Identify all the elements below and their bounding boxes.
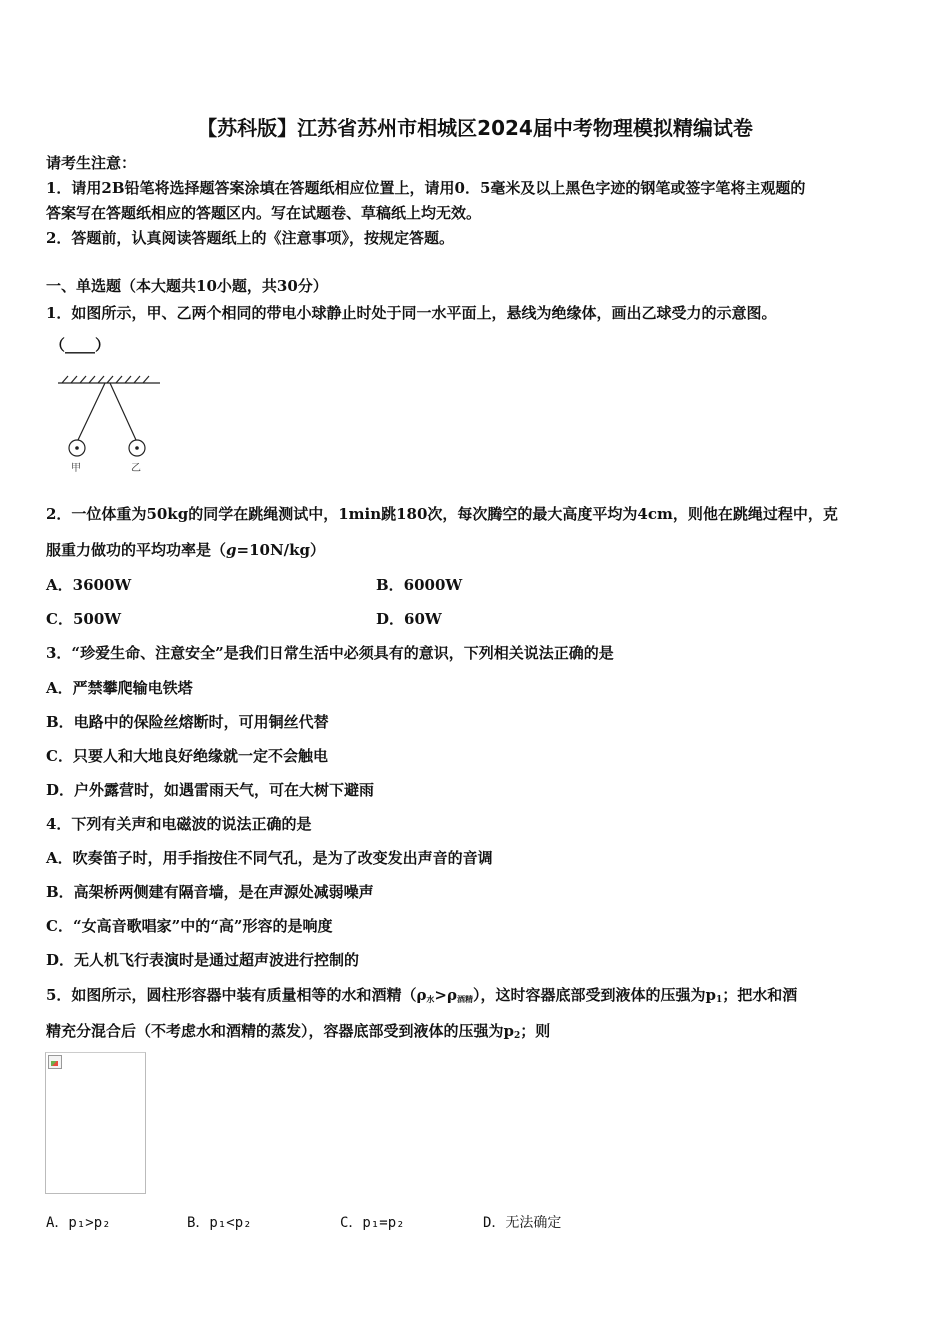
broken-image-icon <box>48 1055 62 1069</box>
q3-option-a: A．严禁攀爬输电铁塔 <box>46 679 193 697</box>
notice-line-1b: 答案写在答题纸相应的答题区内。写在试题卷、草稿纸上均无效。 <box>46 204 482 222</box>
string-yi <box>110 383 136 440</box>
q1-figure <box>50 370 170 475</box>
q3-option-d: D．户外露营时，如遇雷雨天气，可在大树下避雨 <box>46 781 375 799</box>
q4-stem: 4．下列有关声和电磁波的说法正确的是 <box>46 815 312 833</box>
q5-stem-2: 精充分混合后（不考虑水和酒精的蒸发），容器底部受到液体的压强为$p_2$；则 <box>46 1022 551 1041</box>
q4-option-a: A．吹奏笛子时，用手指按住不同气孔，是为了改变发出声音的音调 <box>46 849 493 867</box>
label-jia: 甲 <box>71 463 81 474</box>
q1-stem: 1．如图所示，甲、乙两个相同的带电小球静止时处于同一水平面上，悬线为绝缘体，画出乙球受力的示意图。 <box>46 304 777 322</box>
q2-option-d: D．60W <box>376 610 442 628</box>
q4-option-c: C．“女高音歌唱家”中的“高”形容的是响度 <box>46 917 333 935</box>
ceiling-hatch <box>58 376 160 383</box>
notice-line-2: 2．答题前，认真阅读答题纸上的《注意事项》，按规定答题。 <box>46 229 454 247</box>
q1-blank: （____） <box>50 336 111 354</box>
q4-option-d: D．无人机飞行表演时是通过超声波进行控制的 <box>46 951 360 969</box>
q5-option-a: A．p₁>p₂ <box>46 1215 111 1231</box>
q2-option-b: B．6000W <box>376 576 463 594</box>
q3-option-c: C．只要人和大地良好绝缘就一定不会触电 <box>46 747 328 765</box>
q5-option-d: D．无法确定 <box>483 1215 562 1231</box>
q2-option-c: C．500W <box>46 610 122 628</box>
string-jia <box>78 383 105 440</box>
notice-heading: 请考生注意： <box>46 154 137 172</box>
q4-option-b: B．高架桥两侧建有隔音墙，是在声源处减弱噪声 <box>46 883 374 901</box>
notice-line-1a: 1．请用2B铅笔将选择题答案涂填在答题纸相应位置上，请用0．5毫米及以上黑色字迹的钢笔或签字笔将主观题的 <box>46 179 806 197</box>
q5-figure-placeholder <box>45 1052 146 1194</box>
q2-stem-1: 2．一位体重为50kg的同学在跳绳测试中，1min跳180次，每次腾空的最大高度平均为4cm，则他在跳绳过程中，克 <box>46 505 838 523</box>
q5-stem-1: 5．如图所示，圆柱形容器中装有质量相等的水和酒精$(\rho_水>\rho_{酒精})$，这时容器底部受到液体的压强为$p_1$；把水和酒 <box>46 986 798 1005</box>
label-yi: 乙 <box>131 463 141 474</box>
page-title: 【苏科版】江苏省苏州市相城区2024届中考物理模拟精编试卷 <box>197 116 753 140</box>
q2-stem-2: 服重力做功的平均功率是（g=10N/kg） <box>46 541 326 559</box>
q2-option-a: A．3600W <box>46 576 132 594</box>
q5-option-b: B．p₁<p₂ <box>187 1215 252 1231</box>
q3-stem: 3．“珍爱生命、注意安全”是我们日常生活中必须具有的意识，下列相关说法正确的是 <box>46 644 614 662</box>
q3-option-b: B．电路中的保险丝熔断时，可用铜丝代替 <box>46 713 329 731</box>
section-heading: 一、单选题（本大题共10小题，共30分） <box>46 277 328 295</box>
q5-option-c: C．p₁=p₂ <box>340 1215 405 1231</box>
